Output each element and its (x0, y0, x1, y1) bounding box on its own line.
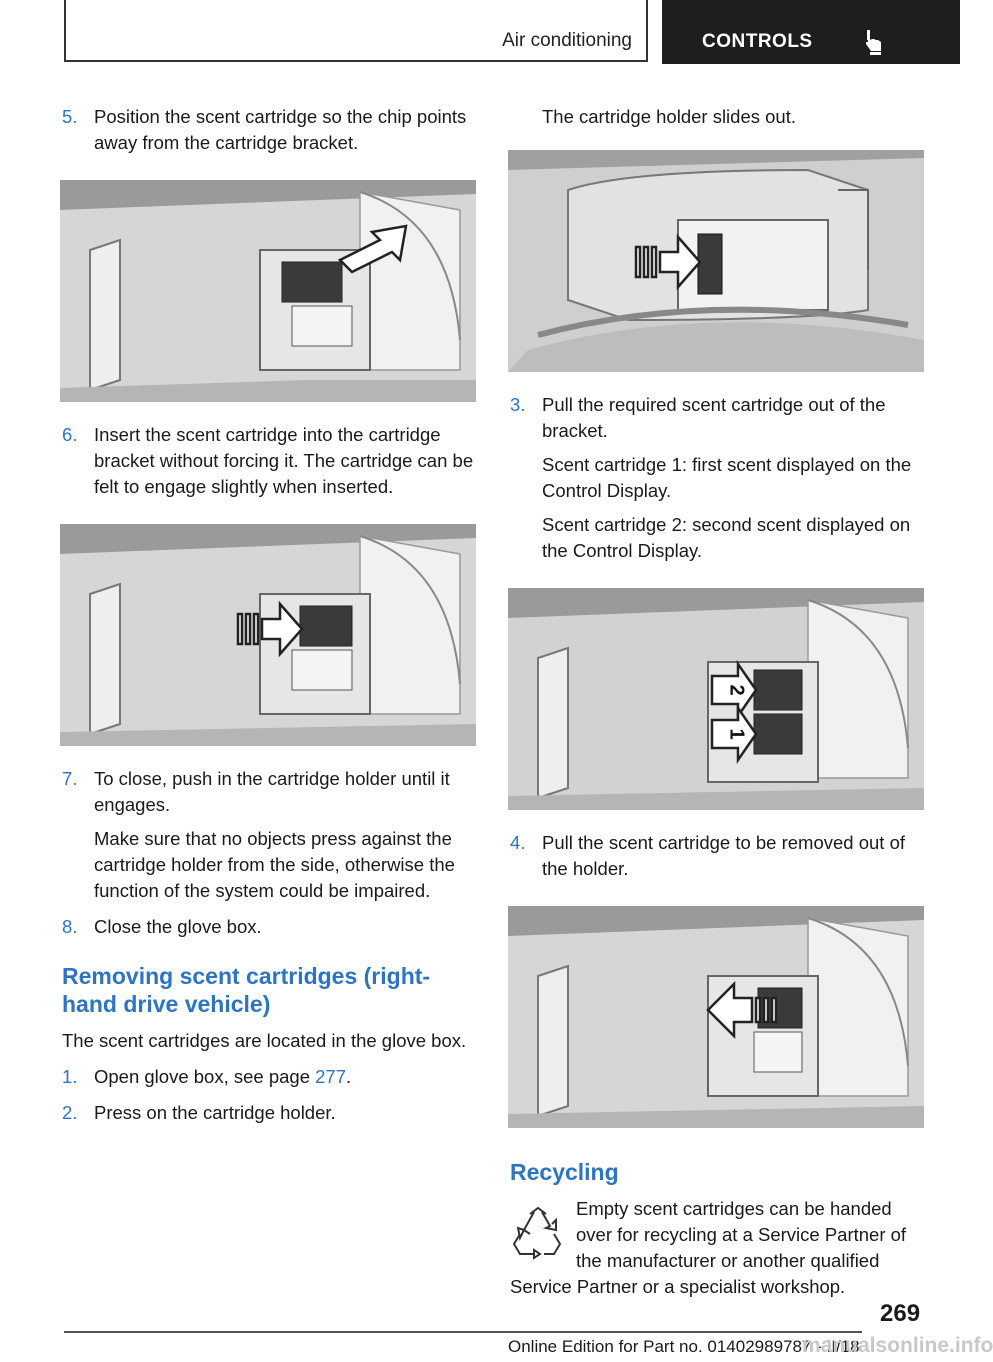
step-number: 6. (62, 424, 78, 445)
step-number: 3. (510, 394, 526, 415)
step-number: 4. (510, 832, 526, 853)
step-1 (62, 1064, 480, 1090)
watermark: manualsonline.info (802, 1334, 993, 1357)
page-number: 269 (880, 1300, 921, 1327)
edition-text: Online Edition for Part no. 01402989787 - II/18 (508, 1337, 860, 1356)
pointing-hand-icon (862, 26, 886, 56)
step-5 (62, 104, 480, 156)
slot-label-1: 1 (725, 728, 748, 740)
step-note-2: Scent cartridge 2: second scent displayed on the Control Display. (542, 514, 911, 561)
step-text: To close, push in the cartridge holder until it engages. (94, 768, 450, 815)
chapter-tab (662, 0, 960, 64)
intro-text: The scent cartridges are located in the glove box. (62, 1030, 467, 1051)
section-title: Air conditioning (502, 30, 632, 51)
right-column (510, 104, 928, 1300)
step-note: Make sure that no objects press against the cartridge holder from the side, otherwise the function of the system could be impaired. (94, 828, 455, 901)
step-number: 5. (62, 106, 78, 127)
page-header (64, 0, 960, 64)
step-text: Pull the scent cartridge to be removed out of the holder. (542, 832, 906, 879)
step-2 (62, 1100, 480, 1126)
figure-insert-cartridge (60, 524, 476, 746)
section-heading-recycling: Recycling (510, 1159, 619, 1185)
page-link[interactable]: 277 (315, 1066, 347, 1087)
figure-numbered-slots (508, 588, 924, 810)
footer-divider (64, 1331, 862, 1333)
step-text: Close the glove box. (94, 916, 262, 937)
slot-label-2: 2 (725, 684, 748, 696)
figure-holder-slides-out (508, 150, 924, 372)
step-number: 7. (62, 768, 78, 789)
step-8 (62, 914, 480, 940)
figure-position-cartridge (60, 180, 476, 402)
left-column (62, 104, 480, 1136)
continuation-text: The cartridge holder slides out. (542, 106, 796, 127)
step-3 (510, 392, 928, 564)
step-text: Press on the cartridge holder. (94, 1102, 336, 1123)
step-6 (62, 422, 480, 500)
chapter-title: CONTROLS (702, 31, 813, 52)
step-number: 8. (62, 916, 78, 937)
recycle-icon (510, 1204, 566, 1260)
step-number: 2. (62, 1102, 78, 1123)
recycling-text-tail: Service Partner or a specialist workshop. (510, 1276, 846, 1297)
figure-remove-cartridge (508, 906, 924, 1128)
step-text: Pull the required scent cartridge out of the bracket. (542, 394, 886, 441)
step-number: 1. (62, 1066, 78, 1087)
step-4 (510, 830, 928, 882)
step-text: Position the scent cartridge so the chip points away from the cartridge bracket. (94, 106, 467, 153)
step-7 (62, 766, 480, 904)
recycling-note (510, 1196, 928, 1300)
section-heading-removing: Removing scent cartridges (right‐hand drive vehicle) (62, 963, 431, 1017)
step-text: Open glove box, see page 277. (94, 1066, 352, 1087)
step-text: Insert the scent cartridge into the cartridge bracket without forcing it. The cartridge can be felt to engage slightly when inserted. (94, 424, 474, 497)
step-note-1: Scent cartridge 1: first scent displayed on the Control Display. (542, 454, 912, 501)
section-tab (64, 0, 648, 62)
recycling-text: Empty scent cartridges can be handed over for recycling at a Service Partner of the manufacturer or another qualified (576, 1198, 907, 1271)
